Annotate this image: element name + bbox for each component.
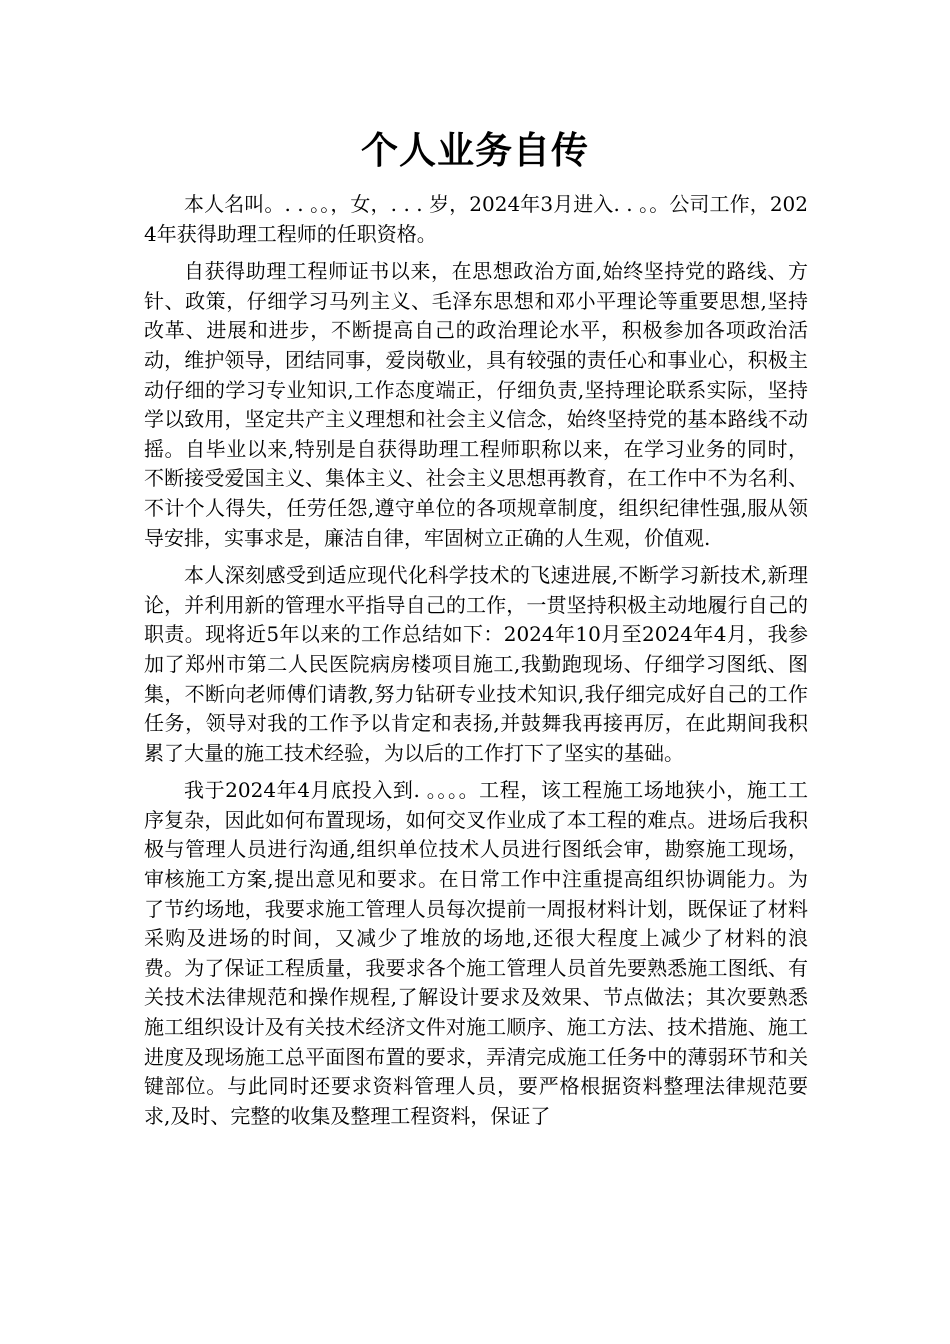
paragraph-work-summary: 本人深刻感受到适应现代化科学技术的飞速进展,不断学习新技术,新理论，并利用新的管理水平指导自己的工作，一贯坚持积极主动地履行自己的职责。现将近5年以来的工作总结如下：2024年10月至2024年4月，我参加了郑州市第二人民医院病房楼项目施工,我勤跑现场、仔细学习图纸、图集，不断向老师傅们请教,努力钻研专业技术知识,我仔细完成好自己的工作任务，领导对我的工作予以肯定和表扬,并鼓舞我再接再厉，在此期间我积累了大量的施工技术经验，为以后的工作打下了坚实的基础。 (144, 563, 808, 765)
document-title: 个人业务自传 (361, 128, 589, 172)
paragraph-project: 我于2024年4月底投入到. 。。。。工程，该工程施工场地狭小，施工工序复杂，因此如何布置现场，如何交叉作业成了本工程的难点。进场后我积极与管理人员进行沟通,组织单位技术人员进行图纸会审，勘察施工现场，审核施工方案,提出意见和要求。在日常工作中注重提高组织协调能力。为了节约场地，我要求施工管理人员每次提前一周报材料计划，既保证了材料采购及进场的时间，又减少了堆放的场地,还很大程度上减少了材料的浪费。为了保证工程质量，我要求各个施工管理人员首先要熟悉施工图纸、有关技术法律规范和操作规程,了解设计要求及效果、节点做法；其次要熟悉施工组织设计及有关技术经济文件对施工顺序、施工方法、技术措施、施工进度及现场施工总平面图布置的要求，弄清完成施工任务中的薄弱环节和关键部位。与此同时还要求资料管理人员，要严格根据资料整理法律规范要求,及时、完整的收集及整理工程资料，保证了 (144, 778, 808, 1128)
paragraph-political: 自获得助理工程师证书以来，在思想政治方面,始终坚持党的路线、方针、政策，仔细学习马列主义、毛泽东思想和邓小平理论等重要思想,坚持改革、进展和进步，不断提高自己的政治理论水平，积极参加各项政治活动，维护领导，团结同事，爱岗敬业，具有较强的责任心和事业心，积极主动仔细的学习专业知识,工作态度端正，仔细负责,坚持理论联系实际，坚持学以致用，坚定共产主义理想和社会主义信念，始终坚持党的基本路线不动摇。自毕业以来,特别是自获得助理工程师职称以来，在学习业务的同时，不断接受爱国主义、集体主义、社会主义思想再教育，在工作中不为名利、不计个人得失，任劳任怨,遵守单位的各项规章制度，组织纪律性强,服从领导安排，实事求是，廉洁自律，牢固树立正确的人生观，价值观. (144, 259, 808, 550)
document-body (144, 190, 808, 1139)
paragraph-intro: 本人名叫。. . 。。，女，. . . 岁，2024年3月进入. . 。。公司工作，2024年获得助理工程师的任职资格。 (144, 192, 808, 246)
